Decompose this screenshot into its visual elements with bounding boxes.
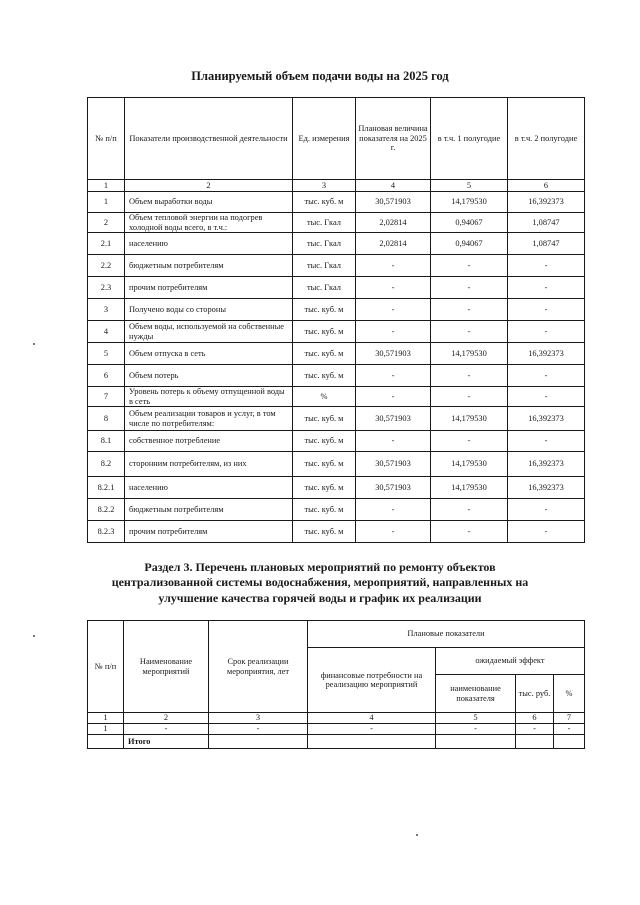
row-indicator: населению	[125, 233, 293, 255]
row-number: 8.2.2	[88, 499, 125, 521]
row-plan-value: -	[356, 431, 431, 452]
column-numbers-row	[88, 180, 585, 192]
row-indicator: прочим потребителям	[125, 277, 293, 299]
scan-artifact	[33, 343, 35, 345]
row-unit: тыс. Гкал	[293, 213, 356, 233]
row-plan-value: -	[356, 365, 431, 387]
row-unit: тыс. куб. м	[293, 477, 356, 499]
header-indicator: Показатели производственной деятельности	[125, 98, 293, 180]
header-planned-indicators: Плановые показатели	[308, 621, 585, 648]
row-unit: тыс. куб. м	[293, 299, 356, 321]
row-unit: тыс. куб. м	[293, 407, 356, 431]
row-unit: тыс. куб. м	[293, 452, 356, 477]
row-half-year-2: 16,392373	[508, 192, 585, 213]
row-number: 6	[88, 365, 125, 387]
row-plan-value: -	[356, 277, 431, 299]
table-row	[88, 255, 585, 277]
table-cell: -	[554, 724, 585, 735]
row-half-year-1: 14,179530	[431, 343, 508, 365]
row-unit: тыс. куб. м	[293, 521, 356, 543]
row-indicator: Получено воды со стороны	[125, 299, 293, 321]
header-plan-value: Плановая величина показателя на 2025 г.	[356, 98, 431, 180]
table-cell	[88, 735, 124, 749]
table-row	[88, 407, 585, 431]
header-measure-name: Наименование мероприятий	[124, 621, 209, 713]
column-number: 3	[209, 713, 308, 724]
row-number: 8.1	[88, 431, 125, 452]
row-half-year-2: -	[508, 521, 585, 543]
row-unit: тыс. куб. м	[293, 365, 356, 387]
column-number: 2	[125, 180, 293, 192]
row-number: 8.2	[88, 452, 125, 477]
table-row	[88, 233, 585, 255]
row-indicator: прочим потребителям	[125, 521, 293, 543]
row-plan-value: 30,571903	[356, 407, 431, 431]
row-indicator: Уровень потерь к объему отпущенной воды в сеть	[125, 387, 293, 407]
table-cell: -	[124, 724, 209, 735]
row-half-year-2: -	[508, 255, 585, 277]
row-unit: тыс. Гкал	[293, 277, 356, 299]
table-header-row	[88, 98, 585, 180]
table-row	[88, 431, 585, 452]
row-half-year-2: 16,392373	[508, 477, 585, 499]
row-number: 8.2.3	[88, 521, 125, 543]
scan-artifact	[416, 834, 418, 836]
row-half-year-2: 16,392373	[508, 407, 585, 431]
table-cell	[209, 735, 308, 749]
row-half-year-1: 0,94067	[431, 213, 508, 233]
water-supply-plan-table	[87, 97, 585, 543]
row-indicator: Объем отпуска в сеть	[125, 343, 293, 365]
row-half-year-2: -	[508, 365, 585, 387]
table-row	[88, 213, 585, 233]
column-number: 6	[508, 180, 585, 192]
section-title-line: Раздел 3. Перечень плановых мероприятий по ремонту объектов	[144, 560, 496, 574]
row-plan-value: 2,02814	[356, 233, 431, 255]
row-number: 4	[88, 321, 125, 343]
row-plan-value: 30,571903	[356, 477, 431, 499]
header-half-year-1: в т.ч. 1 полугодие	[431, 98, 508, 180]
row-half-year-1: -	[431, 277, 508, 299]
row-half-year-2: -	[508, 321, 585, 343]
table-row	[88, 521, 585, 543]
row-half-year-2: 16,392373	[508, 343, 585, 365]
column-number: 5	[431, 180, 508, 192]
header-term: Срок реализации мероприятия, лет	[209, 621, 308, 713]
row-indicator: Объем реализации товаров и услуг, в том числе по потребителям:	[125, 407, 293, 431]
page-title: Планируемый объем подачи воды на 2025 год	[191, 69, 449, 83]
header-thousand-rub: тыс. руб.	[516, 675, 554, 713]
table-cell: -	[436, 724, 516, 735]
row-half-year-2: -	[508, 277, 585, 299]
row-half-year-1: -	[431, 431, 508, 452]
section-title-line: улучшение качества горячей воды и график их реализации	[158, 590, 482, 605]
row-half-year-1: -	[431, 521, 508, 543]
column-number: 7	[554, 713, 585, 724]
row-half-year-1: -	[431, 299, 508, 321]
row-plan-value: 30,571903	[356, 192, 431, 213]
row-half-year-2: -	[508, 499, 585, 521]
row-half-year-2: 1,08747	[508, 213, 585, 233]
row-half-year-1: -	[431, 365, 508, 387]
table-row	[88, 499, 585, 521]
table-row	[88, 477, 585, 499]
row-number: 5	[88, 343, 125, 365]
table-cell	[308, 735, 436, 749]
column-number: 4	[356, 180, 431, 192]
row-plan-value: 30,571903	[356, 452, 431, 477]
table-cell	[554, 735, 585, 749]
table-header-row	[88, 621, 585, 648]
row-half-year-2: -	[508, 387, 585, 407]
row-number: 7	[88, 387, 125, 407]
row-indicator: Объем потерь	[125, 365, 293, 387]
row-half-year-1: -	[431, 321, 508, 343]
row-number: 1	[88, 192, 125, 213]
row-unit: тыс. Гкал	[293, 255, 356, 277]
row-half-year-1: 14,179530	[431, 407, 508, 431]
header-half-year-2: в т.ч. 2 полугодие	[508, 98, 585, 180]
row-number: 2.3	[88, 277, 125, 299]
row-indicator: сторонним потребителям, из них	[125, 452, 293, 477]
header-expected-effect: ожидаемый эффект	[436, 648, 585, 675]
row-indicator: Объем тепловой энергии на подогрев холодной воды всего, в т.ч.:	[125, 213, 293, 233]
column-number: 1	[88, 180, 125, 192]
table-row	[88, 277, 585, 299]
row-plan-value: -	[356, 521, 431, 543]
row-half-year-1: 14,179530	[431, 452, 508, 477]
row-number: 2.2	[88, 255, 125, 277]
column-numbers-row	[88, 713, 585, 724]
row-half-year-1: -	[431, 499, 508, 521]
total-row	[88, 735, 585, 749]
row-half-year-1: 14,179530	[431, 192, 508, 213]
row-plan-value: 2,02814	[356, 213, 431, 233]
table-row	[88, 343, 585, 365]
row-unit: тыс. куб. м	[293, 431, 356, 452]
table-row	[88, 365, 585, 387]
row-plan-value: -	[356, 255, 431, 277]
row-half-year-2: 1,08747	[508, 233, 585, 255]
row-unit: тыс. куб. м	[293, 499, 356, 521]
row-indicator: собственное потребление	[125, 431, 293, 452]
table-cell: 1	[88, 724, 124, 735]
row-half-year-2: -	[508, 431, 585, 452]
row-half-year-2: -	[508, 299, 585, 321]
row-unit: тыс. куб. м	[293, 343, 356, 365]
table-cell	[516, 735, 554, 749]
table-row	[88, 192, 585, 213]
column-number: 2	[124, 713, 209, 724]
row-half-year-1: 14,179530	[431, 477, 508, 499]
table-row	[88, 387, 585, 407]
table-row	[88, 321, 585, 343]
row-indicator: населению	[125, 477, 293, 499]
row-number: 8.2.1	[88, 477, 125, 499]
row-plan-value: -	[356, 387, 431, 407]
row-number: 8	[88, 407, 125, 431]
column-number: 6	[516, 713, 554, 724]
column-number: 4	[308, 713, 436, 724]
section-title-line: централизованной системы водоснабжения, мероприятий, направленных на	[111, 575, 529, 590]
header-percent: %	[554, 675, 585, 713]
row-plan-value: 30,571903	[356, 343, 431, 365]
row-half-year-1: 0,94067	[431, 233, 508, 255]
row-number: 2	[88, 213, 125, 233]
table-cell	[436, 735, 516, 749]
table-row	[88, 724, 585, 735]
row-plan-value: -	[356, 299, 431, 321]
row-number: 2.1	[88, 233, 125, 255]
row-unit: тыс. Гкал	[293, 233, 356, 255]
column-number: 1	[88, 713, 124, 724]
header-number: № п/п	[88, 621, 124, 713]
row-indicator: бюджетным потребителям	[125, 499, 293, 521]
header-unit: Ед. измерения	[293, 98, 356, 180]
row-indicator: Объем воды, используемой на собственные нужды	[125, 321, 293, 343]
row-plan-value: -	[356, 321, 431, 343]
table-row	[88, 299, 585, 321]
row-unit: тыс. куб. м	[293, 192, 356, 213]
row-half-year-2: 16,392373	[508, 452, 585, 477]
header-indicator-name: наименование показателя	[436, 675, 516, 713]
row-number: 3	[88, 299, 125, 321]
row-unit: %	[293, 387, 356, 407]
row-unit: тыс. куб. м	[293, 321, 356, 343]
column-number: 5	[436, 713, 516, 724]
row-indicator: бюджетным потребителям	[125, 255, 293, 277]
table-cell: -	[516, 724, 554, 735]
row-plan-value: -	[356, 499, 431, 521]
header-number: № п/п	[88, 98, 125, 180]
table-row	[88, 452, 585, 477]
scan-artifact	[33, 635, 35, 637]
section-3-title	[0, 560, 640, 606]
row-indicator: Объем выработки воды	[125, 192, 293, 213]
table-cell: -	[209, 724, 308, 735]
table-cell: -	[308, 724, 436, 735]
row-half-year-1: -	[431, 387, 508, 407]
total-label: Итого	[124, 735, 209, 749]
header-financial-needs: финансовые потребности на реализацию мероприятий	[308, 648, 436, 713]
column-number: 3	[293, 180, 356, 192]
measures-table	[87, 620, 585, 749]
row-half-year-1: -	[431, 255, 508, 277]
